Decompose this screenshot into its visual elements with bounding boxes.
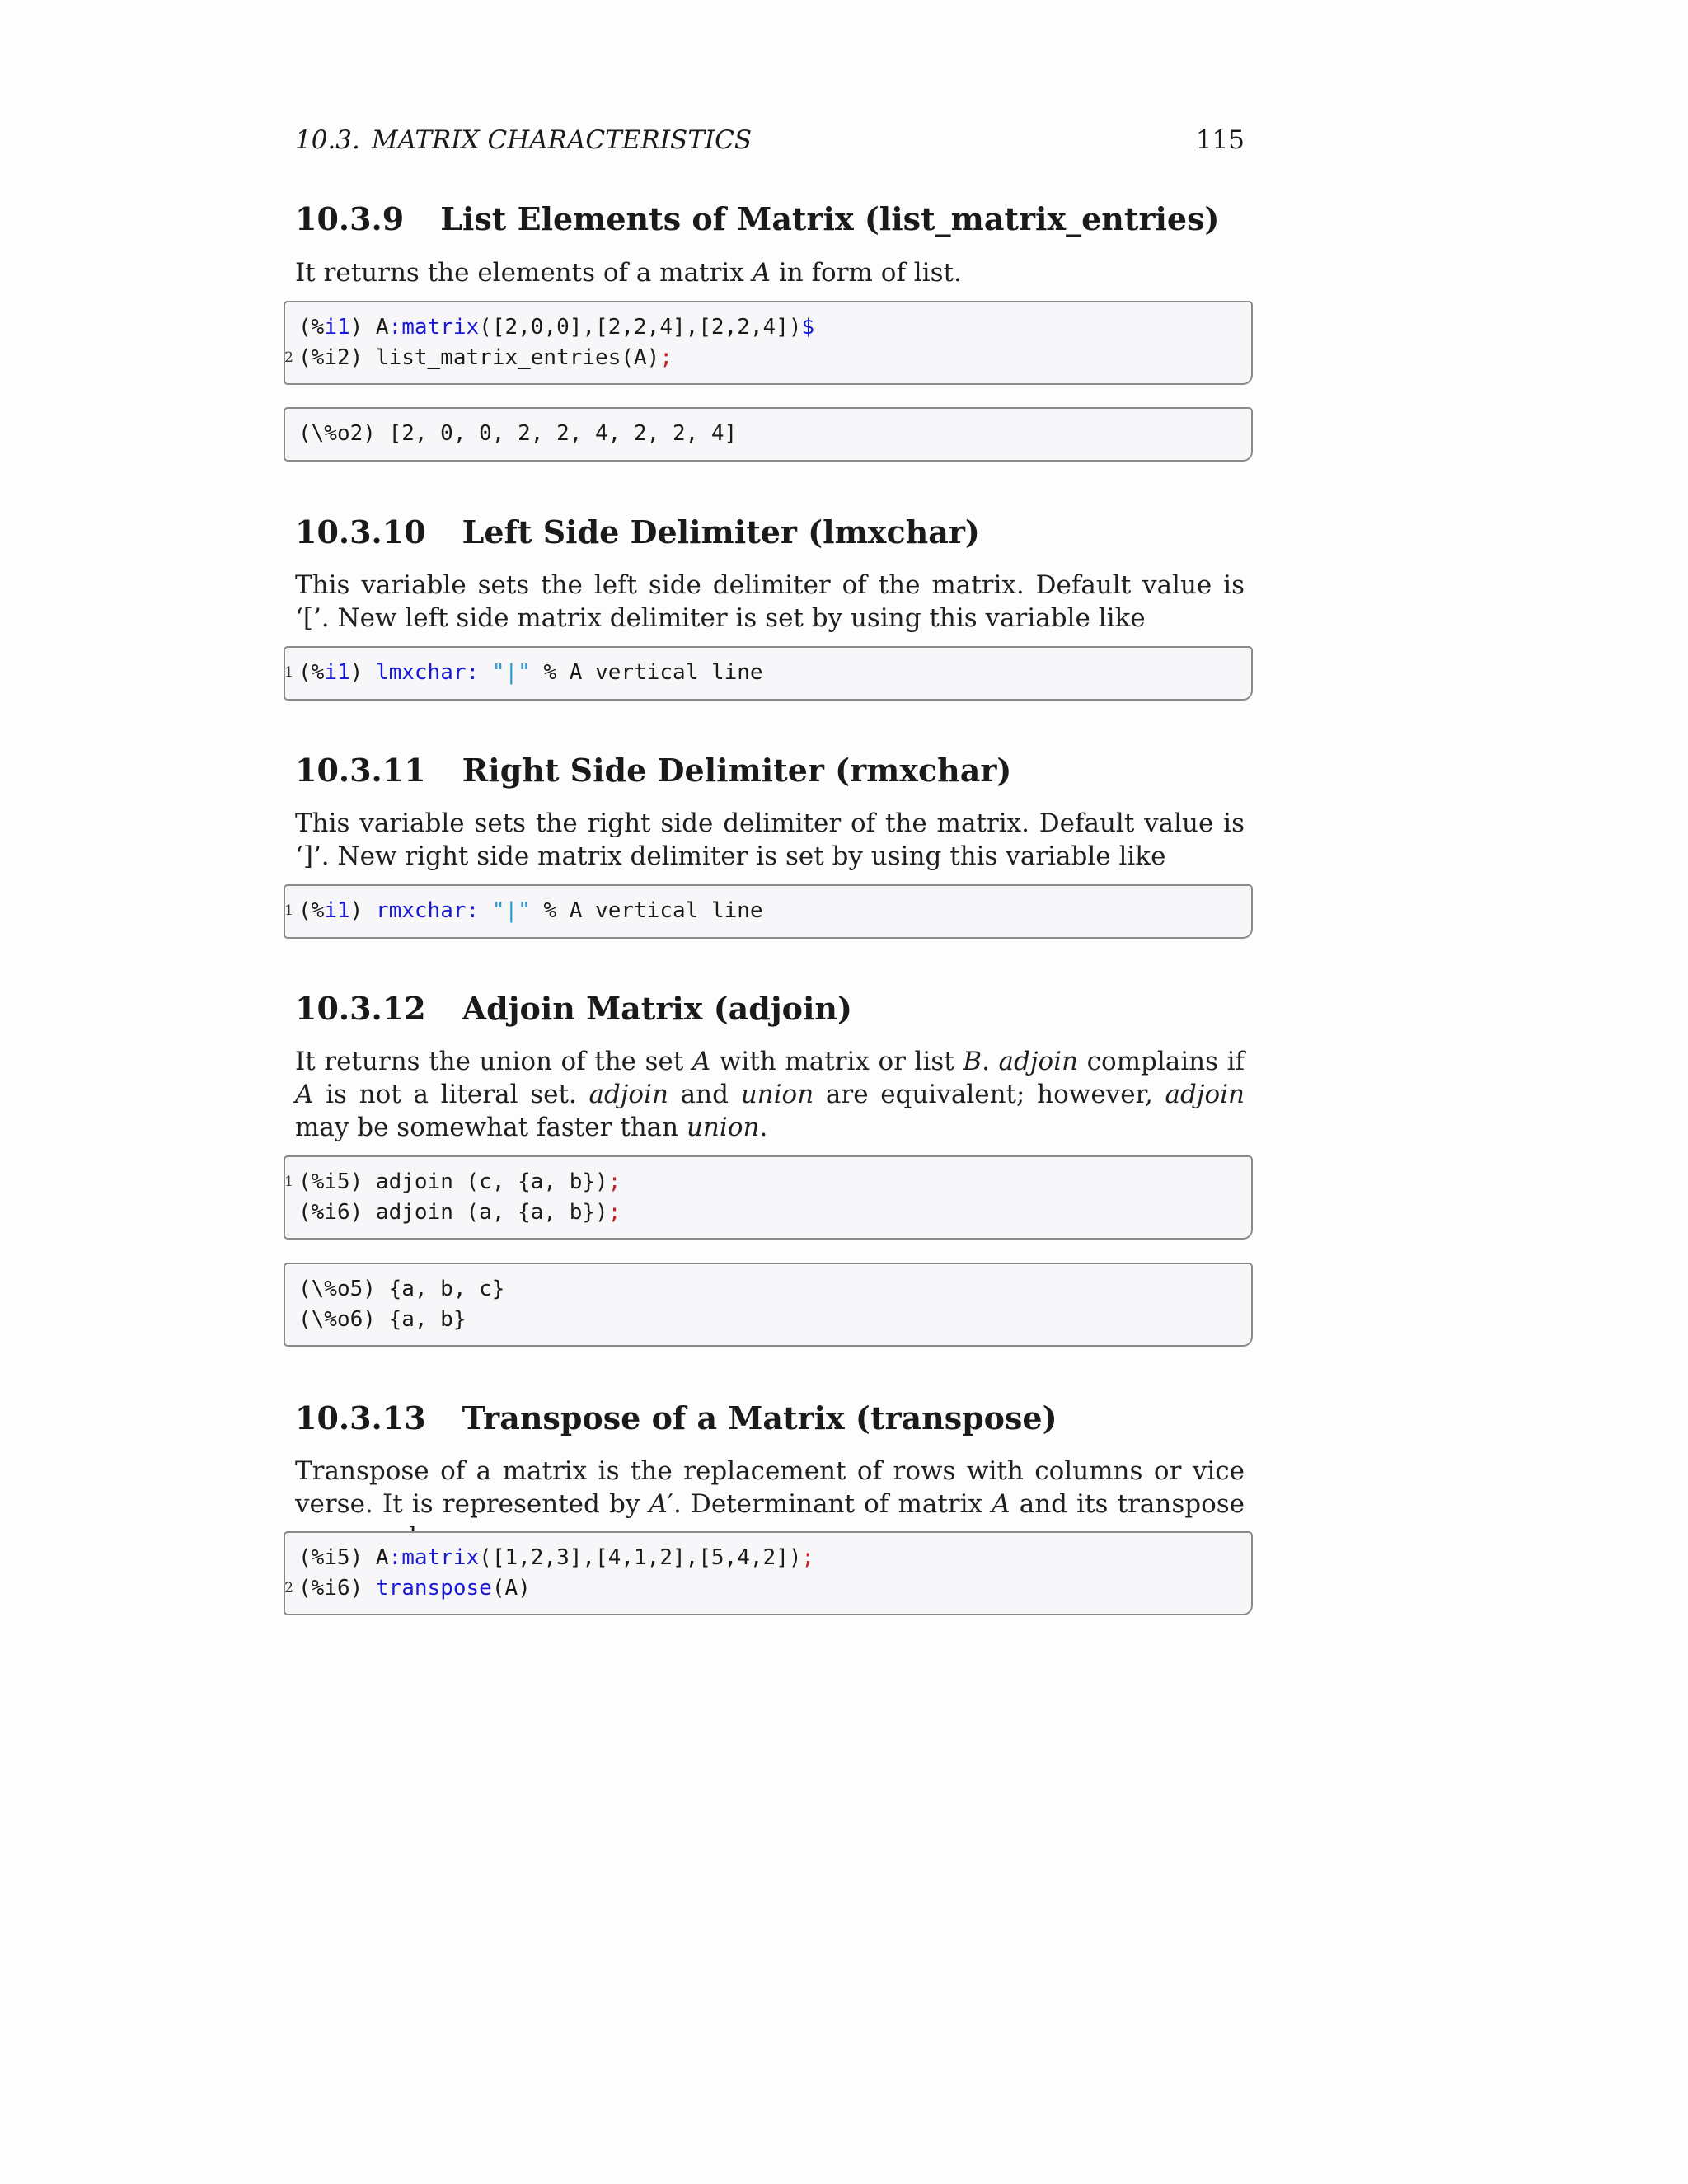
line-number: 2 <box>284 349 293 366</box>
input-prompt: (%i6) <box>298 1576 363 1601</box>
running-head-title <box>295 125 752 155</box>
code-output-box <box>284 1263 1253 1347</box>
running-head-section-number: 10.3. <box>295 125 360 155</box>
input-prompt: (%i6) <box>298 1200 363 1225</box>
running-head-section-title: MATRIX CHARACTERISTICS <box>371 125 753 155</box>
code-line: (%i1) A:matrix([2,0,0],[2,2,4],[2,2,4])$ <box>298 315 815 340</box>
line-number: 1 <box>284 664 293 681</box>
output-line: (\%o6) {a, b} <box>298 1307 467 1332</box>
section-title: Adjoin Matrix (adjoin) <box>462 990 853 1027</box>
code-input-box <box>284 1531 1253 1615</box>
code-line: (%i5) A:matrix([1,2,3],[4,1,2],[5,4,2]); <box>298 1545 815 1570</box>
code-input-box <box>284 884 1253 939</box>
section-heading-list-matrix-entries <box>295 200 1219 237</box>
code-line <box>284 343 673 373</box>
input-prompt: (%i5) <box>298 1169 363 1194</box>
code-text: list_matrix_entries(A); <box>363 345 673 370</box>
input-prompt: (%i1) <box>298 898 363 923</box>
section-paragraph: It returns the elements of a matrix A in form of list. <box>295 258 962 288</box>
code-line: 1 (%i1) lmxchar: "|" % A vertical line <box>298 658 763 688</box>
output-line: (\%o2) [2, 0, 0, 2, 2, 4, 2, 2, 4] <box>298 421 738 446</box>
section-number: 10.3.10 <box>295 513 426 551</box>
output-line: (\%o5) {a, b, c} <box>298 1277 505 1301</box>
code-line <box>298 1197 621 1228</box>
running-head <box>295 125 1245 155</box>
section-title: Transpose of a Matrix (transpose) <box>462 1399 1057 1436</box>
code-line: 1 (%i1) rmxchar: "|" % A vertical line <box>298 896 763 926</box>
input-prompt: (%i1) <box>298 315 363 340</box>
section-heading-lmxchar <box>295 513 980 551</box>
section-number: 10.3.9 <box>295 200 405 237</box>
section-title: List Elements of Matrix (list_matrix_entries) <box>440 200 1220 237</box>
code-text: adjoin (a, {a, b}); <box>363 1200 621 1225</box>
section-title: Right Side Delimiter (rmxchar) <box>462 752 1012 789</box>
section-paragraph: It returns the union of the set A with matrix or list B. adjoin complains if A is not a literal set. adjoin and union are equivalent; however, adjoin may be somewhat faster than union. <box>295 1047 1245 1142</box>
code-line <box>284 1167 621 1197</box>
section-paragraph: This variable sets the left side delimiter of the matrix. Default value is ‘[’. New left side matrix delimiter is set by using this variable like <box>295 570 1245 633</box>
section-title: Left Side Delimiter (lmxchar) <box>462 513 980 551</box>
section-heading-transpose <box>295 1399 1057 1436</box>
section-paragraph: Transpose of a matrix is the replacement of rows with columns or vice verse. It is represented by A′. Determinant of matrix A and its transpose <box>295 1456 1245 1519</box>
section-number: 10.3.13 <box>295 1399 426 1436</box>
input-prompt: (%i2) <box>298 345 363 370</box>
code-line: 2 (%i6) transpose(A) <box>298 1573 531 1604</box>
section-paragraph: This variable sets the right side delimiter of the matrix. Default value is ‘]’. New right side matrix delimiter is set by using this variable like <box>295 808 1245 871</box>
code-text: adjoin (c, {a, b}); <box>363 1169 621 1194</box>
code-input-box <box>284 646 1253 701</box>
section-heading-adjoin <box>295 990 852 1027</box>
line-number: 1 <box>284 1174 293 1190</box>
code-input-box <box>284 301 1253 385</box>
line-number: 1 <box>284 902 293 919</box>
page-number: 115 <box>1195 125 1245 155</box>
section-heading-rmxchar <box>295 752 1011 789</box>
section-number: 10.3.11 <box>295 752 426 789</box>
code-input-box <box>284 1155 1253 1240</box>
input-prompt: (%i1) <box>298 660 363 685</box>
section-number: 10.3.12 <box>295 990 426 1027</box>
line-number: 2 <box>284 1580 293 1596</box>
code-output-box <box>284 407 1253 462</box>
input-prompt: (%i5) <box>298 1545 363 1570</box>
